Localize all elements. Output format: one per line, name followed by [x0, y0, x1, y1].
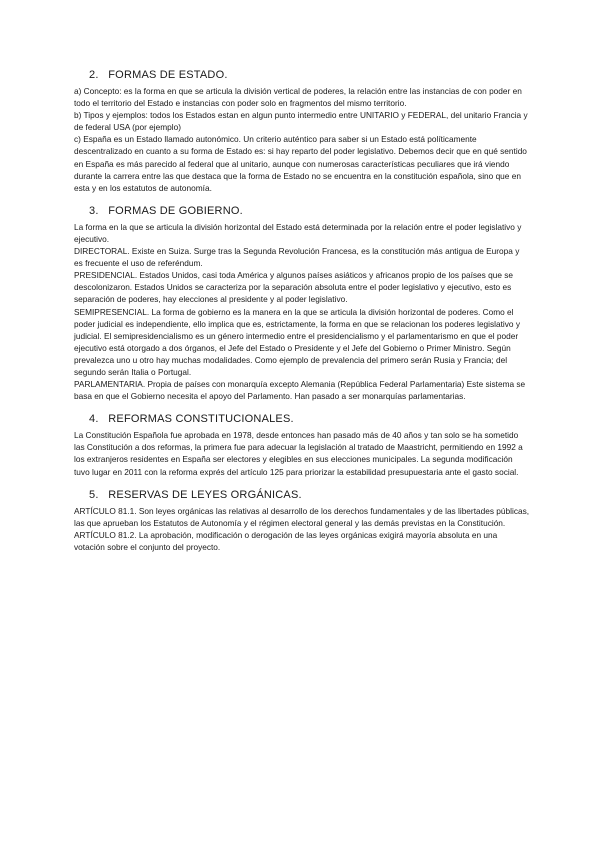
section-reformas-constitucionales — [74, 412, 530, 477]
section-number: 2. — [89, 69, 99, 81]
section-heading — [89, 204, 530, 219]
section-title: RESERVAS DE LEYES ORGÁNICAS. — [108, 488, 302, 501]
section-formas-de-estado — [74, 68, 530, 194]
section-heading — [89, 68, 530, 83]
section-number: 5. — [89, 488, 99, 501]
paragraph: c) España es un Estado llamado autonómico. Un criterio auténtico para saber si un Estado está políticamente descentralizado en cuanto a su forma de Estado es: si hay reparto del poder legislativo. Debemos decir que en qué sentido en España es más parecido al federal que al unitario, aunque con numerosas características peculiares que irá viendo durante la carrera entre las que destaca que la forma de Estado no se encuentra en la constitución española, sino que en esta y en los estatutos de autonomía. — [74, 134, 527, 193]
paragraph: PRESIDENCIAL. Estados Unidos, casi toda América y algunos países asiáticos y africanos propio de los países que se descolonizaron. Estados Unidos se caracteriza por la separación absoluta entre el poder legislativo y ejecutivo, esto es separación de poderes, hay elecciones al presidente y al poder legislativo. — [74, 270, 514, 305]
paragraph: PARLAMENTARIA. Propia de países con monarquía excepto Alemania (República Federal Parlamentaria) Este sistema se basa en que el Gobierno necesita el apoyo del Parlamento. Han pasado a ser monarquías parlamentarias. — [74, 379, 526, 402]
paragraph: La Constitución Española fue aprobada en 1978, desde entonces han pasado más de 40 años y tan solo se ha sometido las Constitución a dos reformas, la primera fue para adecuar la legislación al tratado de Maastricht, permitiendo en 1992 a los extranjeros residentes en España ser electores y elegibles en sus elecciones municipales. La segunda modificación tuvo lugar en 2011 con la reforma exprés del artículo 125 para priorizar la estabilidad presupuestaria ante el gasto social. — [74, 430, 523, 477]
paragraph: ARTÍCULO 81.1. Son leyes orgánicas las relativas al desarrollo de los derechos fundamentales y de las libertades públicas, las que aprueban los Estatutos de Autonomía y el régimen electoral general y las demás previstas en la Constitución. — [74, 505, 530, 528]
section-formas-de-gobierno — [74, 204, 530, 402]
section-title: FORMAS DE GOBIERNO. — [108, 204, 243, 217]
paragraph: SEMIPRESENCIAL. La forma de gobierno es la manera en la que se articula la división horizontal de poderes. Como el poder judicial es independiente, ello implica que es, estrictamente, la forma en que se relacionan los poderes legislativo y judicial. El semipresidencialismo es un género intermedio entre el presidencialismo y el parlamentarismo en que el poder ejecutivo está otorgado a dos órganos, el Jefe del Estado o Presidente y el Jefe del Gobierno o Primer Ministro. Según prevalezca uno u otro hay muchas modalidades. Como ejemplo de prevalencia del primero serán Rusia y Francia; del segundo serán Italia o Portugal. — [74, 306, 520, 377]
paragraph: a) Concepto: es la forma en que se articula la división vertical de poderes, la relación entre las instancias de con poder en todo el territorio del Estado e instancias con poder solo en fragmentos del mismo territorio. — [74, 86, 522, 109]
section-reservas-leyes-organicas — [74, 488, 530, 553]
paragraph: La forma en la que se articula la división horizontal del Estado está determinada por la relación entre el poder legislativo y ejecutivo. — [74, 221, 522, 244]
document-page — [74, 68, 530, 563]
section-heading — [89, 412, 530, 427]
paragraph: ARTÍCULO 81.2. La aprobación, modificación o derogación de las leyes orgánicas exigirá mayoría absoluta en una votación sobre el conjunto del proyecto. — [74, 529, 498, 552]
section-number: 4. — [89, 413, 99, 426]
paragraph: b) Tipos y ejemplos: todos los Estados estan en algun punto intermedio entre UNITARIO y FEDERAL, del unitario Francia y de federal USA (por ejemplo) — [74, 110, 528, 133]
paragraph: DIRECTORAL. Existe en Suiza. Surge tras la Segunda Revolución Francesa, es la constitución más antigua de Europa y es frecuente el uso de referéndum. — [74, 246, 520, 269]
section-number: 3. — [89, 204, 99, 217]
section-heading — [89, 488, 530, 503]
section-title: REFORMAS CONSTITUCIONALES. — [108, 413, 294, 426]
section-title: FORMAS DE ESTADO. — [108, 69, 228, 81]
